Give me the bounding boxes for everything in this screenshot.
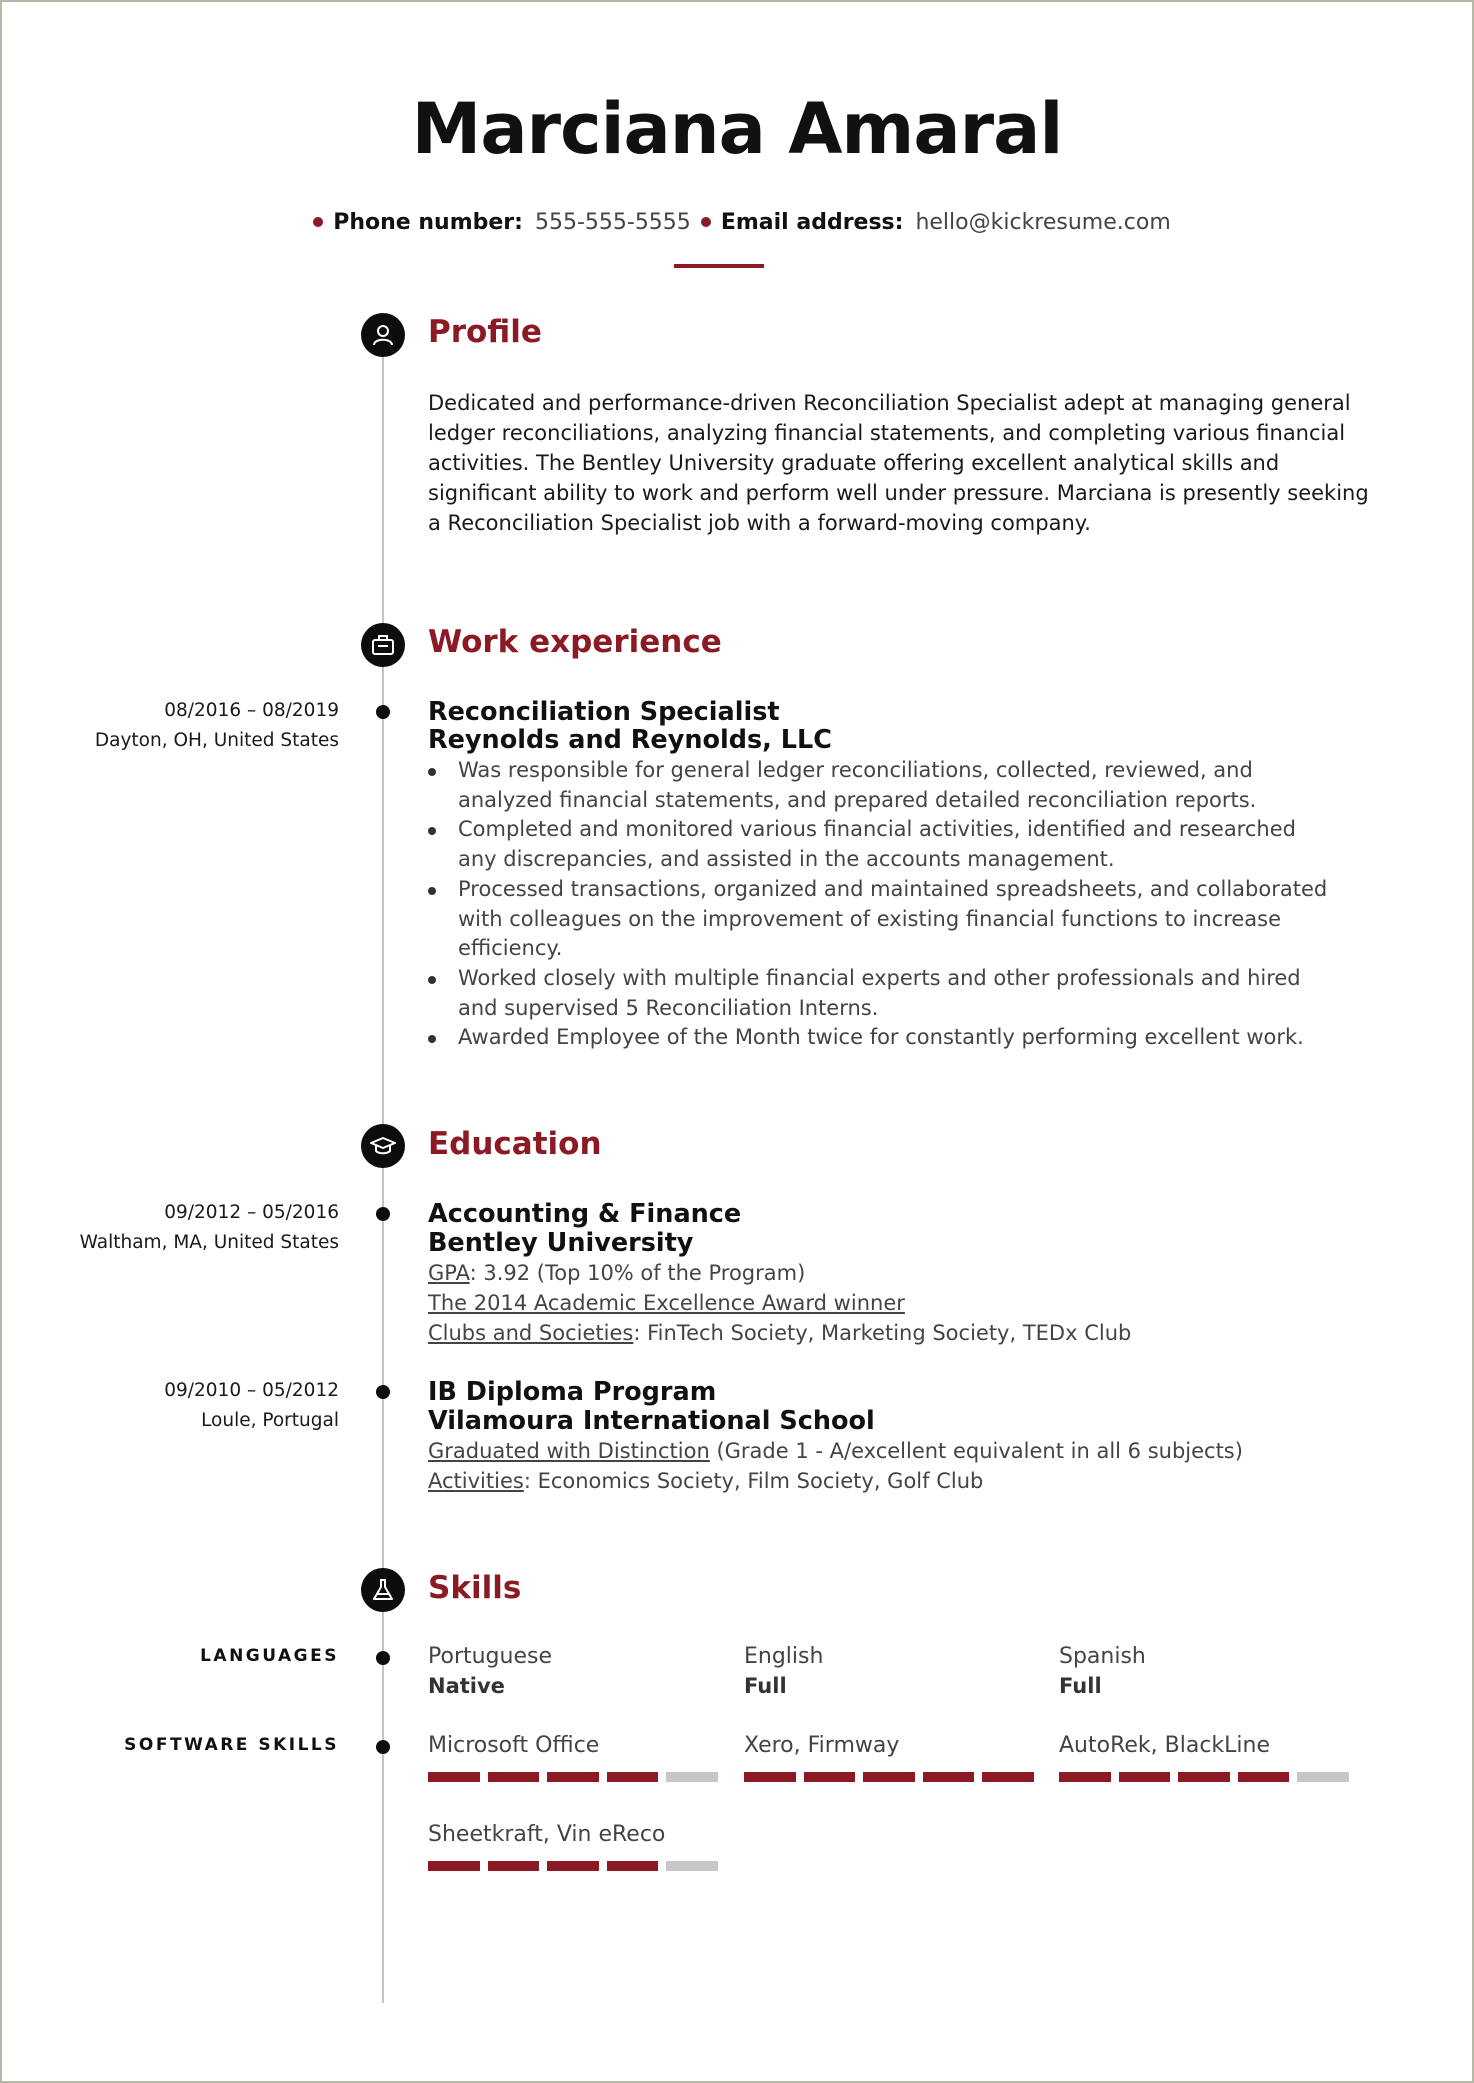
list-item: Worked closely with multiple financial experts and other professionals and hired and supervised 5 Reconciliation Interns.: [428, 964, 1328, 1023]
edu-award: The 2014 Academic Excellence Award winner: [428, 1291, 905, 1315]
software-name: AutoRek, BlackLine: [1059, 1733, 1271, 1758]
briefcase-icon: [361, 623, 405, 667]
skill-rating-bar: [428, 1861, 718, 1871]
rating-segment-filled: [923, 1772, 975, 1782]
rating-segment-filled: [547, 1861, 599, 1871]
gpa-label: GPA: [428, 1261, 470, 1285]
section-title-education: Education: [428, 1126, 602, 1162]
distinction-label: Graduated with Distinction: [428, 1439, 710, 1463]
edu-dates: 09/2010 – 05/2012: [164, 1380, 339, 1401]
section-title-work: Work experience: [428, 624, 722, 660]
job-company: Reynolds and Reynolds, LLC: [428, 725, 832, 755]
candidate-name: Marciana Amaral: [411, 88, 1063, 170]
rating-segment-filled: [863, 1772, 915, 1782]
person-icon: [361, 313, 405, 357]
edu-location: Loule, Portugal: [201, 1410, 339, 1431]
list-item: Was responsible for general ledger reconciliations, collected, reviewed, and analyzed financial statements, and prepared detailed reconciliation reports.: [428, 756, 1328, 815]
rating-segment-filled: [547, 1772, 599, 1782]
phone-value[interactable]: 555-555-5555: [534, 210, 691, 235]
language-level: Native: [428, 1674, 505, 1698]
edu-location: Waltham, MA, United States: [79, 1232, 339, 1253]
list-item: Completed and monitored various financial activities, identified and researched any discrepancies, and assisted in the accounts management.: [428, 815, 1328, 874]
language-level: Full: [1059, 1674, 1102, 1698]
clubs-label: Clubs and Societies: [428, 1321, 634, 1345]
software-name: Sheetkraft, Vin eReco: [428, 1822, 666, 1847]
activities-value: : Economics Society, Film Society, Golf Club: [523, 1469, 984, 1493]
activities-label: Activities: [428, 1469, 524, 1493]
language-name: English: [744, 1644, 824, 1669]
flask-icon: [361, 1568, 405, 1612]
job-bullets: [428, 756, 1328, 1053]
email-value[interactable]: hello@kickresume.com: [915, 210, 1171, 235]
timeline-bullet: [376, 1207, 390, 1221]
rating-segment-filled: [1119, 1772, 1171, 1782]
edu-degree: Accounting & Finance: [428, 1199, 742, 1229]
profile-summary: Dedicated and performance-driven Reconciliation Specialist adept at managing general ledger reconciliations, analyzing financial statements, and completing various financial activities. The Bentley University graduate offering excellent analytical skills and significant ability to work and perform well under pressure. Marciana is presently seeking a Reconciliation Specialist job with a forward-moving company.: [428, 391, 1369, 535]
skills-category-software: SOFTWARE SKILLS: [124, 1735, 339, 1755]
skill-rating-bar: [744, 1772, 1034, 1782]
rating-segment-filled: [1238, 1772, 1290, 1782]
rating-segment-empty: [666, 1772, 718, 1782]
rating-segment-empty: [666, 1861, 718, 1871]
job-location: Dayton, OH, United States: [94, 730, 339, 751]
skills-category-languages: LANGUAGES: [200, 1646, 339, 1666]
edu-school: Bentley University: [428, 1228, 694, 1258]
section-title-skills: Skills: [428, 1570, 522, 1606]
job-dates: 08/2016 – 08/2019: [164, 700, 339, 721]
timeline-bullet: [376, 705, 390, 719]
list-item: Awarded Employee of the Month twice for constantly performing excellent work.: [428, 1023, 1328, 1053]
rating-segment-filled: [607, 1772, 659, 1782]
contact-bullet: [701, 217, 711, 227]
language-name: Portuguese: [428, 1644, 552, 1669]
edu-clubs: [428, 1318, 1131, 1348]
edu-activities: [428, 1466, 983, 1496]
language-name: Spanish: [1059, 1644, 1146, 1669]
timeline-bullet: [376, 1651, 390, 1665]
rating-segment-filled: [488, 1772, 540, 1782]
software-name: Xero, Firmway: [744, 1733, 900, 1758]
rating-segment-filled: [744, 1772, 796, 1782]
job-role: Reconciliation Specialist: [428, 697, 780, 727]
graduation-cap-icon: [361, 1124, 405, 1168]
phone-label: Phone number:: [333, 210, 523, 235]
software-name: Microsoft Office: [428, 1733, 600, 1758]
skill-rating-bar: [1059, 1772, 1349, 1782]
rating-segment-filled: [428, 1772, 480, 1782]
rating-segment-filled: [1059, 1772, 1111, 1782]
timeline-bullet: [376, 1385, 390, 1399]
rating-segment-filled: [982, 1772, 1034, 1782]
gpa-value: : 3.92 (Top 10% of the Program): [469, 1261, 806, 1285]
rating-segment-filled: [1178, 1772, 1230, 1782]
contact-line: [0, 210, 1474, 235]
language-level: Full: [744, 1674, 787, 1698]
email-label: Email address:: [720, 210, 904, 235]
edu-school: Vilamoura International School: [428, 1406, 875, 1436]
edu-dates: 09/2012 – 05/2016: [164, 1202, 339, 1223]
contact-bullet: [313, 217, 323, 227]
distinction-value: (Grade 1 - A/excellent equivalent in all 6 subjects): [709, 1439, 1243, 1463]
section-title-profile: Profile: [428, 314, 542, 350]
rating-segment-filled: [488, 1861, 540, 1871]
timeline-bullet: [376, 1740, 390, 1754]
edu-distinction: [428, 1436, 1243, 1466]
rating-segment-filled: [428, 1861, 480, 1871]
rating-segment-filled: [804, 1772, 856, 1782]
clubs-value: : FinTech Society, Marketing Society, TEDx Club: [633, 1321, 1132, 1345]
rating-segment-filled: [607, 1861, 659, 1871]
rating-segment-empty: [1297, 1772, 1349, 1782]
header-divider: [674, 264, 764, 268]
list-item: Processed transactions, organized and maintained spreadsheets, and collaborated with colleagues on the improvement of existing financial functions to increase efficiency.: [428, 875, 1328, 964]
edu-gpa: [428, 1258, 805, 1288]
skill-rating-bar: [428, 1772, 718, 1782]
edu-degree: IB Diploma Program: [428, 1377, 717, 1407]
